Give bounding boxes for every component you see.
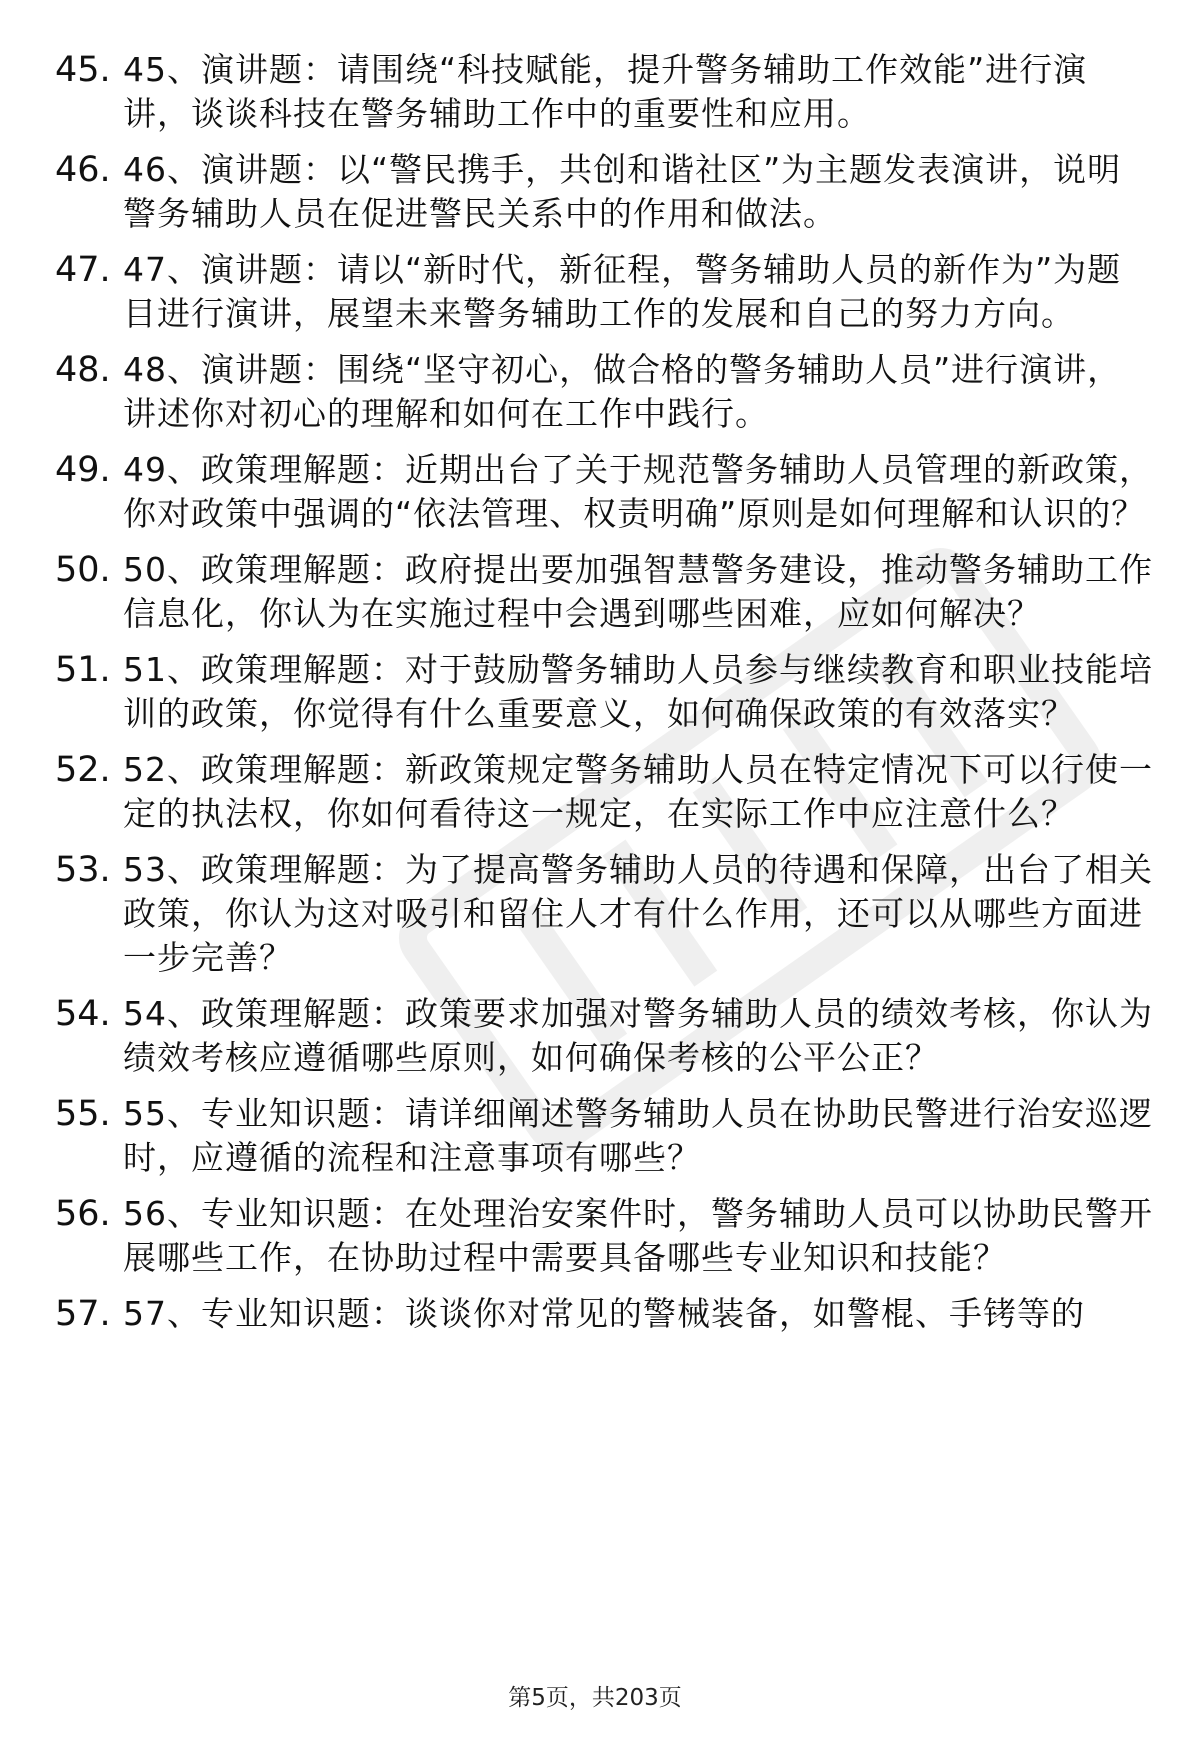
question-number: 53. — [55, 850, 111, 890]
question-number: 48. — [55, 350, 111, 390]
question-number: 56. — [55, 1194, 111, 1234]
question-text: 57、专业知识题：谈谈你对常见的警械装备，如警棍、手铐等的 — [123, 1294, 1085, 1333]
question-text: 55、专业知识题：请详细阐述警务辅助人员在协助民警进行治安巡逻时，应遵循的流程和注意事项有哪些？ — [123, 1094, 1153, 1177]
question-text: 54、政策理解题：政策要求加强对警务辅助人员的绩效考核，你认为绩效考核应遵循哪些原则，如何确保考核的公平公正？ — [123, 994, 1153, 1077]
question-item — [55, 648, 1155, 736]
question-number: 49. — [55, 450, 111, 490]
question-text: 47、演讲题：请以“新时代，新征程，警务辅助人员的新作为”为题目进行演讲，展望未来警务辅助工作的发展和自己的努力方向。 — [123, 250, 1122, 333]
question-number: 46. — [55, 150, 111, 190]
question-text: 46、演讲题：以“警民携手，共创和谐社区”为主题发表演讲，说明警务辅助人员在促进警民关系中的作用和做法。 — [123, 150, 1122, 233]
question-item — [55, 748, 1155, 836]
question-text: 53、政策理解题：为了提高警务辅助人员的待遇和保障，出台了相关政策，你认为这对吸引和留住人才有什么作用，还可以从哪些方面进一步完善？ — [123, 850, 1153, 977]
question-text: 48、演讲题：围绕“坚守初心，做合格的警务辅助人员”进行演讲，讲述你对初心的理解和如何在工作中践行。 — [123, 350, 1122, 433]
question-item — [55, 448, 1155, 536]
question-item — [55, 548, 1155, 636]
question-item — [55, 348, 1155, 436]
question-text: 49、政策理解题：近期出台了关于规范警务辅助人员管理的新政策，你对政策中强调的“依法管理、权责明确”原则是如何理解和认识的？ — [123, 450, 1153, 533]
question-number: 51. — [55, 650, 111, 690]
question-item — [55, 48, 1155, 136]
question-item — [55, 248, 1155, 336]
question-number: 54. — [55, 994, 111, 1034]
question-text: 52、政策理解题：新政策规定警务辅助人员在特定情况下可以行使一定的执法权，你如何看待这一规定，在实际工作中应注意什么？ — [123, 750, 1153, 833]
question-text: 45、演讲题：请围绕“科技赋能，提升警务辅助工作效能”进行演讲，谈谈科技在警务辅助工作中的重要性和应用。 — [123, 50, 1088, 133]
question-number: 50. — [55, 550, 111, 590]
question-text: 50、政策理解题：政府提出要加强智慧警务建设，推动警务辅助工作信息化，你认为在实施过程中会遇到哪些困难，应如何解决？ — [123, 550, 1153, 633]
question-item — [55, 148, 1155, 236]
question-item — [55, 1292, 1155, 1336]
question-number: 55. — [55, 1094, 111, 1134]
question-number: 45. — [55, 50, 111, 90]
question-text: 56、专业知识题：在处理治安案件时，警务辅助人员可以协助民警开展哪些工作，在协助过程中需要具备哪些专业知识和技能？ — [123, 1194, 1153, 1277]
question-item — [55, 1192, 1155, 1280]
question-list — [55, 48, 1155, 1348]
question-number: 52. — [55, 750, 111, 790]
question-number: 57. — [55, 1294, 111, 1334]
question-item — [55, 1092, 1155, 1180]
page-indicator: 第5页，共203页 — [508, 1685, 682, 1711]
question-text: 51、政策理解题：对于鼓励警务辅助人员参与继续教育和职业技能培训的政策，你觉得有什么重要意义，如何确保政策的有效落实？ — [123, 650, 1153, 733]
question-item — [55, 848, 1155, 980]
question-item — [55, 992, 1155, 1080]
question-number: 47. — [55, 250, 111, 290]
